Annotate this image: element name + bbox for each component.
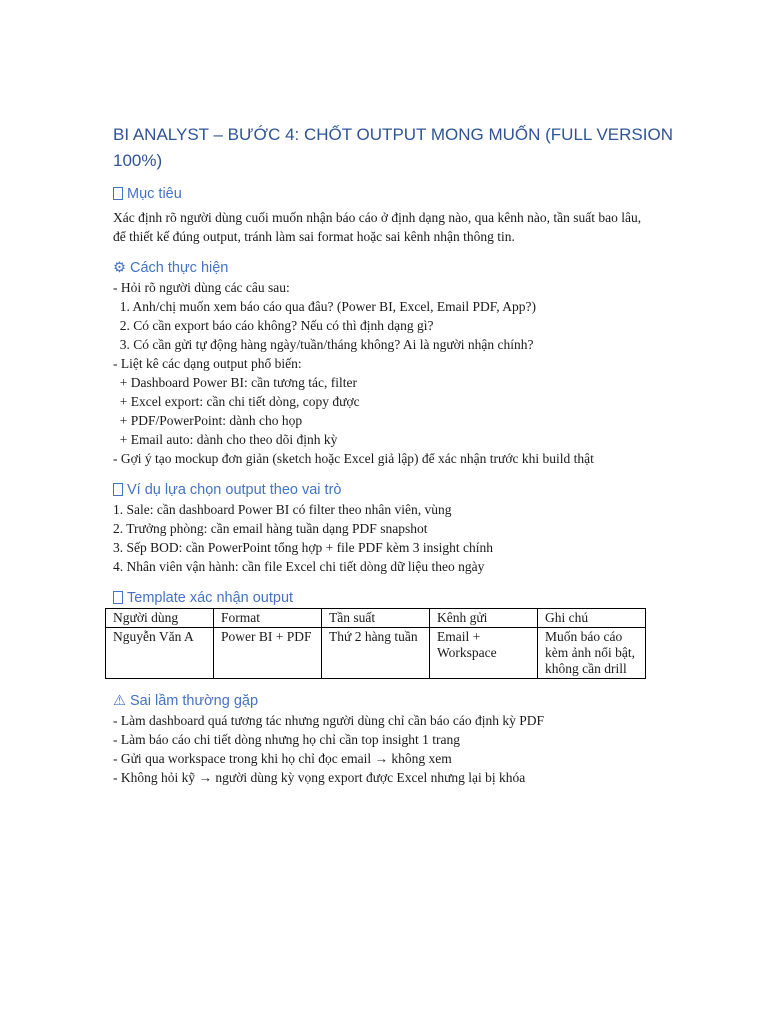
how-line: - Liệt kê các dạng output phổ biến: [113,356,302,371]
warning-icon: ⚠ [113,693,126,709]
missing-glyph-icon [113,588,123,608]
table-row [106,628,646,679]
section-heading-goal-text: Mục tiêu [127,186,182,202]
how-line: 2. Có cần export báo cáo không? Nếu có thì định dạng gì? [113,318,434,333]
section-heading-how [113,258,673,278]
section-heading-mistakes-text: Sai lầm thường gặp [130,693,259,709]
how-line: - Gợi ý tạo mockup đơn giản (sketch hoặc Excel giả lập) để xác nhận trước khi build thật [113,451,594,466]
section-heading-mistakes [113,691,673,711]
table-cell: Power BI + PDF [214,628,322,679]
how-line: - Hỏi rõ người dùng các câu sau: [113,280,290,295]
mistake-line: - Làm báo cáo chi tiết dòng nhưng họ chỉ cần top insight 1 trang [113,732,460,747]
table-cell: Email + Workspace [430,628,538,679]
section-heading-examples [113,480,673,500]
gear-icon: ⚙ [113,260,126,276]
example-line: 2. Trưởng phòng: cần email hàng tuần dạng PDF snapshot [113,521,428,536]
goal-line: Xác định rõ người dùng cuối muốn nhận báo cáo ở định dạng nào, qua kênh nào, tần suất bao lâu, [113,210,642,225]
section-heading-template-text: Template xác nhận output [127,590,294,606]
table-header-row [106,609,646,628]
section-heading-template [113,588,673,608]
how-line: + Email auto: dành cho theo dõi định kỳ [113,432,338,447]
how-line: + Excel export: cần chi tiết dòng, copy được [113,394,360,409]
table-cell: Muốn báo cáo kèm ảnh nổi bật, không cần drill [538,628,646,679]
how-line: 3. Có cần gửi tự động hàng ngày/tuần/tháng không? Ai là người nhận chính? [113,337,534,352]
section-heading-examples-text: Ví dụ lựa chọn output theo vai trò [127,482,342,498]
example-line: 1. Sale: cần dashboard Power BI có filter theo nhân viên, vùng [113,502,452,517]
mistake-line: - Gửi qua workspace trong khi họ chỉ đọc email → không xem [113,751,452,766]
missing-glyph-icon [113,480,123,500]
how-line: 1. Anh/chị muốn xem báo cáo qua đâu? (Power BI, Excel, Email PDF, App?) [113,299,536,314]
section-heading-how-text: Cách thực hiện [130,260,229,276]
table-cell: Thứ 2 hàng tuần [322,628,430,679]
table-header-cell: Kênh gửi [430,609,538,628]
document-content [113,122,673,787]
table-cell: Nguyễn Văn A [106,628,214,679]
page-title: BI ANALYST – BƯỚC 4: CHỐT OUTPUT MONG MUỐN (FULL VERSION 100%) [113,125,673,170]
how-line: + Dashboard Power BI: cần tương tác, filter [113,375,358,390]
table-header-cell: Người dùng [106,609,214,628]
example-line: 4. Nhân viên vận hành: cần file Excel chi tiết dòng dữ liệu theo ngày [113,559,485,574]
how-line: + PDF/PowerPoint: dành cho họp [113,413,303,428]
missing-glyph-icon [113,184,123,204]
table-header-cell: Ghi chú [538,609,646,628]
goal-line: để thiết kế đúng output, tránh làm sai format hoặc sai kênh nhận thông tin. [113,229,515,244]
table-header-cell: Format [214,609,322,628]
example-line: 3. Sếp BOD: cần PowerPoint tổng hợp + file PDF kèm 3 insight chính [113,540,493,555]
table-header-cell: Tần suất [322,609,430,628]
template-table [105,608,646,679]
section-heading-goal [113,184,673,204]
mistake-line: - Không hỏi kỹ → người dùng kỳ vọng export được Excel nhưng lại bị khóa [113,770,526,785]
mistake-line: - Làm dashboard quá tương tác nhưng người dùng chỉ cần báo cáo định kỳ PDF [113,713,545,728]
